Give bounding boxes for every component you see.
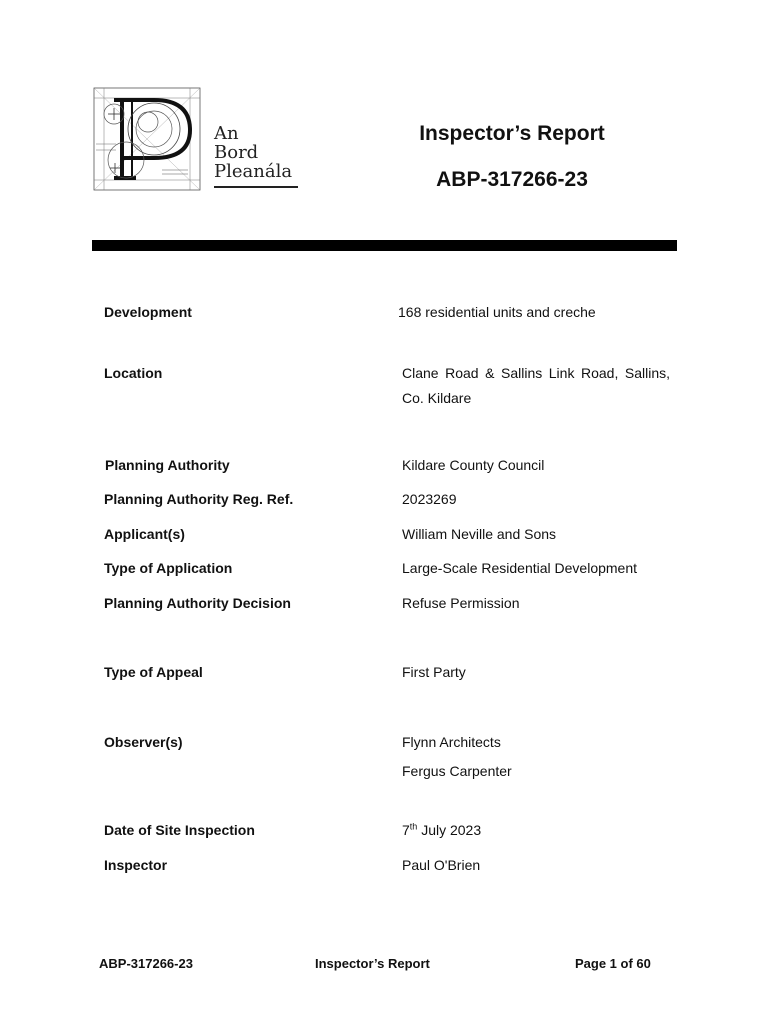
logo-line-3: Pleanála (214, 161, 293, 182)
field-value: William Neville and Sons (402, 526, 557, 542)
logo-line-1: An (214, 123, 239, 144)
field-value: Large-Scale Residential Development (402, 560, 638, 576)
logo-underline (214, 186, 298, 188)
date-rest: July 2023 (417, 822, 482, 838)
footer-reference: ABP-317266-23 (99, 956, 193, 971)
an-bord-pleanala-logo (92, 86, 304, 194)
observer-item: Flynn Architects (402, 734, 501, 750)
field-value: Clane Road & Sallins Link Road, Sallins, Co. Kildare (402, 365, 670, 406)
field-label: Development (104, 304, 192, 320)
date-ordinal: th (409, 821, 418, 832)
field-label: Applicant(s) (104, 526, 185, 542)
field-label: Type of Appeal (104, 664, 203, 680)
logo-line-2: Bord (214, 142, 259, 163)
field-label: Location (104, 365, 163, 381)
field-value: Kildare County Council (402, 457, 545, 473)
logo-wordmark (214, 124, 292, 181)
field-label: Planning Authority Decision (104, 595, 291, 611)
field-value: Refuse Permission (402, 595, 520, 611)
date-day: 7 (402, 822, 410, 838)
field-value (402, 818, 670, 843)
field-label: Type of Application (104, 560, 233, 576)
footer-page-number: Page 1 of 60 (575, 956, 651, 971)
field-value: 168 residential units and creche (398, 304, 596, 320)
field-label: Planning Authority Reg. Ref. (104, 491, 294, 507)
observer-item: Fergus Carpenter (402, 763, 512, 779)
field-value: 2023269 (402, 491, 457, 507)
field-label: Planning Authority (105, 457, 230, 473)
field-label: Observer(s) (104, 734, 183, 750)
field-label: Inspector (104, 857, 168, 873)
report-reference: ABP-317266-23 (436, 168, 588, 191)
header-divider (92, 240, 677, 251)
field-value: Paul O'Brien (402, 857, 481, 873)
footer-title: Inspector’s Report (315, 956, 430, 971)
field-label: Date of Site Inspection (104, 822, 255, 838)
report-title: Inspector’s Report (419, 122, 605, 145)
logo-p-monogram-icon (92, 86, 204, 194)
field-value-list (402, 728, 670, 786)
field-value: First Party (402, 664, 466, 680)
